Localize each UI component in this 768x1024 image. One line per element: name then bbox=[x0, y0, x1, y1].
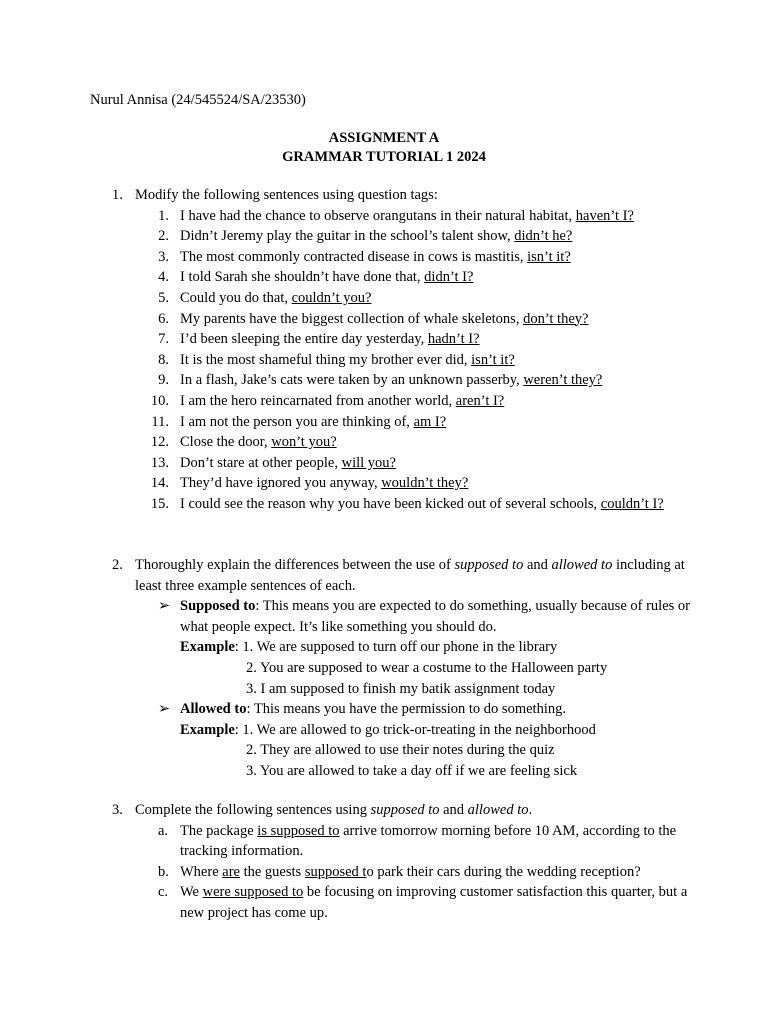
sentence-text: I am not the person you are thinking of, bbox=[180, 413, 414, 430]
item-number: 3. bbox=[158, 248, 169, 265]
list-item bbox=[135, 473, 692, 494]
item-number: 8. bbox=[158, 351, 169, 368]
item-number: 15. bbox=[150, 495, 169, 512]
title-line-2: GRAMMAR TUTORIAL 1 2024 bbox=[282, 149, 486, 165]
item-number: 12. bbox=[150, 434, 169, 451]
prompt-text: Thoroughly explain the differences between the use of bbox=[135, 557, 455, 573]
list-item bbox=[135, 453, 692, 474]
question-tag-answer: didn’t he? bbox=[514, 228, 573, 245]
question-1 bbox=[112, 185, 692, 515]
arrow-bullet-icon: ➢ bbox=[158, 701, 171, 718]
sentence-text: I’d been sleeping the entire day yesterday, bbox=[180, 331, 428, 348]
sentence-text: The package bbox=[180, 822, 258, 839]
question-tag-answer: couldn’t I? bbox=[600, 495, 664, 512]
prompt-text: . bbox=[528, 802, 533, 818]
term-description: : This means you are expected to do something, usually because of rules or what people expect. It’s like something you should do. bbox=[180, 598, 690, 635]
prompt-text: Complete the following sentences using bbox=[135, 802, 371, 818]
prompt-text: and bbox=[523, 557, 552, 573]
item-letter: a. bbox=[158, 822, 169, 839]
sentence-text: They’d have ignored you anyway, bbox=[180, 475, 382, 492]
answer-fill: are bbox=[222, 863, 240, 880]
example-sentence: 2. They are allowed to use their notes during the quiz bbox=[246, 742, 555, 759]
sentence-text: Didn’t Jeremy play the guitar in the school’s talent show, bbox=[180, 228, 515, 245]
item-letter: c. bbox=[158, 884, 169, 901]
question-tag-answer: didn’t I? bbox=[424, 269, 474, 286]
sentence-text: Where bbox=[180, 863, 223, 880]
sentence-text: Could you do that, bbox=[180, 289, 292, 306]
answer-fill: supposed t bbox=[304, 863, 367, 880]
example-label: Example bbox=[180, 639, 235, 656]
sentence-text: Don’t stare at other people, bbox=[180, 454, 342, 471]
question-tag-answer: isn’t it? bbox=[527, 248, 571, 265]
item-number: 1. bbox=[158, 207, 169, 224]
question-tag-answer: won’t you? bbox=[271, 434, 337, 451]
question-tag-list bbox=[135, 206, 692, 515]
bullet-allowed-to bbox=[135, 699, 692, 781]
sentence-text: be focusing on improving customer satisfaction this quarter, but a new project has come up. bbox=[180, 884, 688, 921]
question-2 bbox=[112, 555, 692, 782]
example-sentence: : 1. We are supposed to turn off our phone in the library bbox=[234, 639, 558, 656]
sentence-text: I could see the reason why you have been kicked out of several schools, bbox=[180, 495, 601, 512]
item-number: 6. bbox=[158, 310, 169, 327]
list-item bbox=[135, 226, 692, 247]
sentence-text: I am the hero reincarnated from another world, bbox=[180, 392, 456, 409]
prompt-term: allowed to bbox=[467, 802, 529, 818]
question-tag-answer: aren’t I? bbox=[455, 392, 505, 409]
question-tag-answer: am I? bbox=[413, 413, 447, 430]
list-item bbox=[135, 247, 692, 268]
question-3 bbox=[112, 800, 692, 924]
example-sentence: 2. You are supposed to wear a costume to the Halloween party bbox=[246, 659, 608, 676]
question-tag-answer: hadn’t I? bbox=[427, 331, 480, 348]
term-label: Allowed to bbox=[180, 701, 247, 718]
arrow-bullet-icon: ➢ bbox=[158, 598, 171, 615]
sentence-text: We bbox=[180, 884, 203, 901]
item-letter: b. bbox=[158, 863, 169, 880]
item-number: 10. bbox=[150, 392, 169, 409]
question-number: 2. bbox=[112, 557, 123, 573]
question-tag-answer: haven’t I? bbox=[575, 207, 634, 224]
list-item bbox=[135, 432, 692, 453]
list-item bbox=[135, 206, 692, 227]
answer-fill: were supposed to bbox=[202, 884, 304, 901]
list-item bbox=[135, 862, 692, 883]
item-number: 11. bbox=[151, 413, 169, 430]
question-prompt bbox=[135, 800, 692, 821]
example-row bbox=[180, 720, 692, 741]
list-item bbox=[135, 494, 692, 515]
sentence-text: It is the most shameful thing my brother ever did, bbox=[180, 351, 472, 368]
example-label: Example bbox=[180, 721, 235, 738]
completion-list bbox=[135, 821, 692, 924]
question-tag-answer: don’t they? bbox=[523, 310, 589, 327]
list-item bbox=[135, 412, 692, 433]
item-number: 4. bbox=[158, 269, 169, 286]
list-item bbox=[135, 821, 692, 862]
question-number: 3. bbox=[112, 802, 123, 818]
sentence-text: I have had the chance to observe orangutans in their natural habitat, bbox=[180, 207, 576, 224]
answer-fill: is supposed to bbox=[257, 822, 340, 839]
sentence-text: the guests bbox=[239, 863, 305, 880]
example-sentence: : 1. We are allowed to go trick-or-treating in the neighborhood bbox=[234, 721, 596, 738]
author-line: Nurul Annisa (24/545524/SA/23530) bbox=[90, 92, 306, 108]
document-title bbox=[0, 129, 768, 167]
sentence-text: arrive tomorrow morning before 10 AM, according to the tracking information. bbox=[180, 822, 677, 860]
sentence-text: Close the door, bbox=[180, 434, 272, 451]
list-item bbox=[135, 370, 692, 391]
sentence-text: My parents have the biggest collection of whale skeletons, bbox=[180, 310, 524, 327]
question-tag-answer: will you? bbox=[341, 454, 396, 471]
prompt-term: allowed to bbox=[551, 557, 613, 573]
example-sentence: 3. You are allowed to take a day off if we are feeling sick bbox=[246, 762, 578, 779]
example-sentence: 3. I am supposed to finish my batik assignment today bbox=[246, 680, 556, 697]
question-prompt bbox=[135, 555, 692, 596]
sentence-text: In a flash, Jake’s cats were taken by an unknown passerby, bbox=[180, 372, 524, 389]
item-number: 5. bbox=[158, 289, 169, 306]
sentence-text: I told Sarah she shouldn’t have done that, bbox=[180, 269, 425, 286]
item-number: 13. bbox=[150, 454, 169, 471]
question-tag-answer: couldn’t you? bbox=[291, 289, 372, 306]
sentence-text: o park their cars during the wedding reception? bbox=[366, 863, 641, 880]
bullet-supposed-to bbox=[135, 596, 692, 699]
item-number: 9. bbox=[158, 372, 169, 389]
item-number: 2. bbox=[158, 228, 169, 245]
term-label: Supposed to bbox=[180, 598, 256, 615]
list-item bbox=[135, 309, 692, 330]
list-item bbox=[135, 350, 692, 371]
prompt-term: supposed to bbox=[370, 802, 440, 818]
question-tag-answer: weren’t they? bbox=[523, 372, 603, 389]
prompt-text: and bbox=[439, 802, 468, 818]
question-tag-answer: wouldn’t they? bbox=[381, 475, 469, 492]
item-number: 7. bbox=[158, 331, 169, 348]
question-number: 1. bbox=[112, 187, 123, 203]
list-item bbox=[135, 329, 692, 350]
question-tag-answer: isn’t it? bbox=[471, 351, 515, 368]
question-prompt: Modify the following sentences using question tags: bbox=[135, 187, 438, 203]
prompt-text: including at least three example sentences of each. bbox=[135, 557, 685, 594]
prompt-term: supposed to bbox=[454, 557, 524, 573]
list-item bbox=[135, 882, 692, 923]
title-line-1: ASSIGNMENT A bbox=[328, 130, 440, 146]
term-description: : This means you have the permission to do something. bbox=[246, 701, 566, 718]
item-number: 14. bbox=[150, 475, 169, 492]
sentence-text: The most commonly contracted disease in cows is mastitis, bbox=[180, 248, 528, 265]
list-item bbox=[135, 288, 692, 309]
example-row bbox=[180, 637, 692, 658]
list-item bbox=[135, 267, 692, 288]
list-item bbox=[135, 391, 692, 412]
